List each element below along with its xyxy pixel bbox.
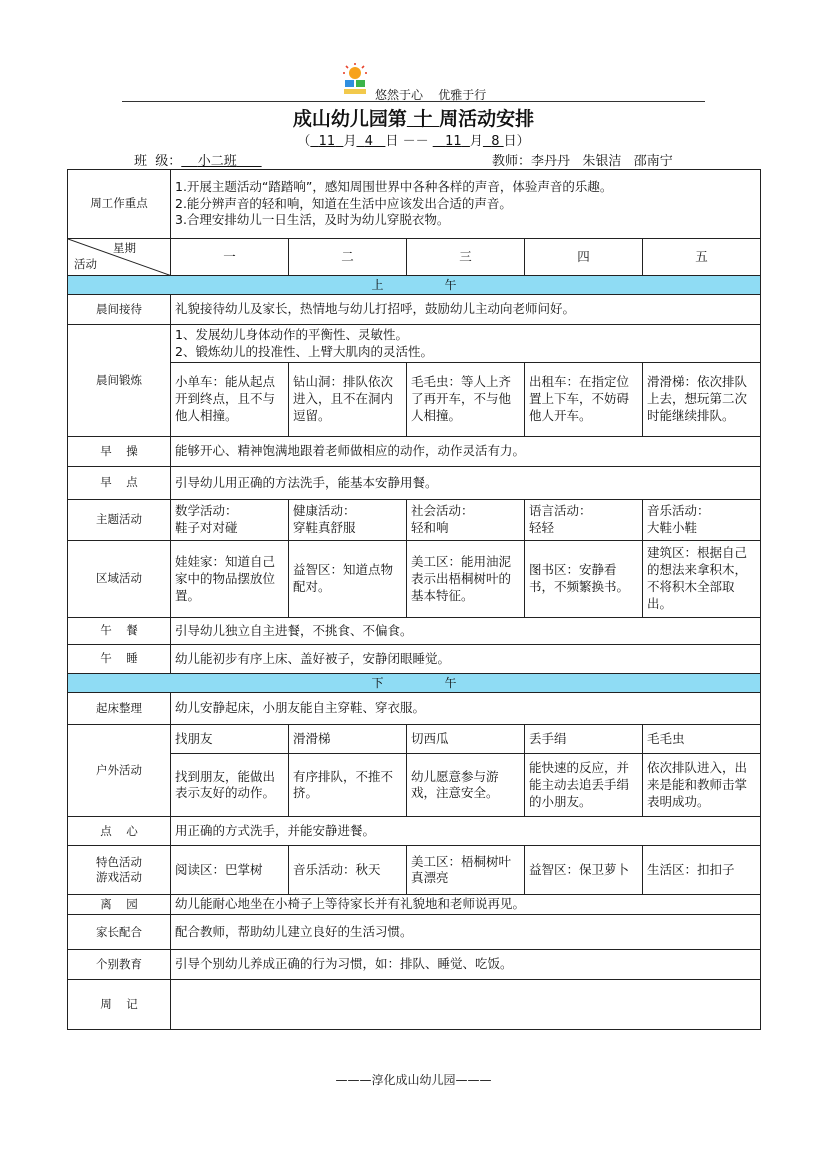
- table-row: [68, 541, 761, 618]
- special-label: 特色活动 游戏活动: [68, 846, 171, 895]
- nap-label: 午 睡: [68, 645, 171, 674]
- exercise-day: 钻山洞：排队依次进入，且不在洞内逗留。: [289, 363, 407, 437]
- weekday-header: 四: [525, 239, 643, 276]
- table-row: [68, 325, 761, 363]
- kindergarten-logo: [340, 62, 370, 96]
- exercise-goals: [171, 325, 761, 363]
- activity-axis-label: 活动: [74, 257, 97, 272]
- table-row: [68, 674, 761, 693]
- area-day: 娃娃家：知道自己家中的物品摆放位置。: [171, 541, 289, 618]
- leave-content: 幼儿能耐心地坐在小椅子上等待家长并有礼貌地和老师说再见。: [171, 895, 761, 915]
- table-row: [68, 950, 761, 980]
- special-day: 阅读区：巴掌树: [171, 846, 289, 895]
- start-month: 11: [318, 134, 336, 149]
- exercise-label: 晨间锻炼: [68, 325, 171, 437]
- special-day: 益智区：保卫萝卜: [525, 846, 643, 895]
- area-day: 美工区：能用油泥表示出梧桐树叶的基本特征。: [407, 541, 525, 618]
- weekday-header: 五: [643, 239, 761, 276]
- snack-content: 引导幼儿用正确的方法洗手，能基本安静用餐。: [171, 467, 761, 500]
- pm-snack-content: 用正确的方式洗手，并能安静进餐。: [171, 817, 761, 846]
- theme-day: 社会活动： 轻和响: [407, 500, 525, 541]
- outdoor-game: 丢手绢: [525, 725, 643, 754]
- table-row: [68, 276, 761, 295]
- theme-day: 数学活动： 鞋子对对碰: [171, 500, 289, 541]
- morning-section-header: 上 午: [68, 276, 761, 295]
- focus-item: 1.开展主题活动“踏踏响”，感知周围世界中各种各样的声音，体验声音的乐趣。: [175, 178, 613, 194]
- area-day: 益智区：知道点物配对。: [289, 541, 407, 618]
- special-day: 生活区：扣扣子: [643, 846, 761, 895]
- table-row: [68, 725, 761, 754]
- exercise-day: 滑滑梯：依次排队上去，想玩第二次时能继续排队。: [643, 363, 761, 437]
- outdoor-game: 毛毛虫: [643, 725, 761, 754]
- weekday-header: 三: [407, 239, 525, 276]
- end-day: 8: [491, 134, 500, 149]
- drill-label: 早 操: [68, 437, 171, 467]
- focus-label: 周工作重点: [68, 170, 171, 239]
- week-number: 十: [413, 108, 433, 130]
- outdoor-game: 切西瓜: [407, 725, 525, 754]
- table-row: [68, 170, 761, 239]
- end-month: 11: [445, 134, 462, 149]
- wake-label: 起床整理: [68, 693, 171, 725]
- special-day: 音乐活动：秋天: [289, 846, 407, 895]
- outdoor-day: 有序排队，不推不挤。: [289, 754, 407, 817]
- lunch-label: 午 餐: [68, 618, 171, 645]
- table-row: [68, 980, 761, 1030]
- table-row: [68, 846, 761, 895]
- class-info: 班 级： 小二班: [134, 154, 237, 169]
- exercise-day: 小单车：能从起点开到终点，且不与他人相撞。: [171, 363, 289, 437]
- weekday-axis-label: 星期: [113, 241, 136, 255]
- individual-content: 引导个别幼儿养成正确的行为习惯，如：排队、睡觉、吃饭。: [171, 950, 761, 980]
- pm-snack-label: 点 心: [68, 817, 171, 846]
- date-range: （ 11 月 4 日 －－ 11 月 8 日）: [297, 134, 530, 149]
- outdoor-day: 幼儿愿意参与游戏，注意安全。: [407, 754, 525, 817]
- outdoor-game: 找朋友: [171, 725, 289, 754]
- individual-label: 个别教育: [68, 950, 171, 980]
- table-row: [68, 693, 761, 725]
- theme-day: 语言活动： 轻轻: [525, 500, 643, 541]
- snack-label: 早 点: [68, 467, 171, 500]
- outdoor-day: 找到朋友，能做出表示友好的动作。: [171, 754, 289, 817]
- header-divider: [122, 101, 705, 102]
- leave-label: 离 园: [68, 895, 171, 915]
- weekday-header: 二: [289, 239, 407, 276]
- focus-item: 3.合理安排幼儿一日生活，及时为幼儿穿脱衣物。: [175, 212, 450, 228]
- table-row: [68, 817, 761, 846]
- table-row: [68, 363, 761, 437]
- outdoor-day: 能快速的反应，并能主动去追丢手绢的小朋友。: [525, 754, 643, 817]
- notes-label: 周 记: [68, 980, 171, 1030]
- weekday-header: 一: [171, 239, 289, 276]
- special-day: 美工区：梧桐树叶真漂亮: [407, 846, 525, 895]
- table-row: [68, 500, 761, 541]
- afternoon-section-header: 下 午: [68, 674, 761, 693]
- table-row: [68, 618, 761, 645]
- footer: ———淳化成山幼儿园———: [335, 1073, 492, 1087]
- focus-content: [171, 170, 761, 239]
- weekly-schedule-table: [67, 169, 761, 1030]
- theme-day: 健康活动： 穿鞋真舒服: [289, 500, 407, 541]
- table-row: [68, 437, 761, 467]
- lunch-content: 引导幼儿独立自主进餐，不挑食、不偏食。: [171, 618, 761, 645]
- drill-content: 能够开心、精神饱满地跟着老师做相应的动作，动作灵活有力。: [171, 437, 761, 467]
- wake-content: 幼儿安静起床，小朋友能自主穿鞋、穿衣服。: [171, 693, 761, 725]
- area-day: 图书区：安静看书，不频繁换书。: [525, 541, 643, 618]
- table-row: [68, 754, 761, 817]
- class-name: 小二班: [197, 154, 237, 169]
- teacher-info: 教师：李丹丹 朱银洁 邵南宁: [492, 154, 673, 169]
- slogan: 悠然于心 优雅于行: [375, 88, 487, 102]
- outdoor-label: 户外活动: [68, 725, 171, 817]
- exercise-goal: 1、发展幼儿身体动作的平衡性、灵敏性。: [175, 326, 408, 342]
- notes-content: [171, 980, 761, 1030]
- start-day: 4: [364, 134, 374, 149]
- table-row: [68, 915, 761, 950]
- area-label: 区域活动: [68, 541, 171, 618]
- parent-label: 家长配合: [68, 915, 171, 950]
- parent-content: 配合教师，帮助幼儿建立良好的生活习惯。: [171, 915, 761, 950]
- reception-content: 礼貌接待幼儿及家长，热情地与幼儿打招呼，鼓励幼儿主动向老师问好。: [171, 295, 761, 325]
- outdoor-game: 滑滑梯: [289, 725, 407, 754]
- page-title: 成山幼儿园第 十 周活动安排: [292, 108, 535, 130]
- reception-label: 晨间接待: [68, 295, 171, 325]
- exercise-day: 出租车：在指定位置上下车，不妨碍他人开车。: [525, 363, 643, 437]
- diagonal-header-cell: [68, 239, 171, 276]
- table-row: [68, 239, 761, 276]
- table-row: [68, 295, 761, 325]
- theme-day: 音乐活动： 大鞋小鞋: [643, 500, 761, 541]
- area-day: 建筑区：根据自己的想法来拿积木，不将积木全部取出。: [643, 541, 761, 618]
- table-row: [68, 895, 761, 915]
- nap-content: 幼儿能初步有序上床、盖好被子，安静闭眼睡觉。: [171, 645, 761, 674]
- table-row: [68, 645, 761, 674]
- teacher-names: 李丹丹 朱银洁 邵南宁: [531, 154, 673, 169]
- exercise-goal: 2、锻炼幼儿的投准性、上臂大肌肉的灵活性。: [175, 343, 433, 359]
- outdoor-day: 依次排队进入，出来是能和教师击掌表明成功。: [643, 754, 761, 817]
- focus-item: 2.能分辨声音的轻和响，知道在生活中应该发出合适的声音。: [175, 195, 512, 211]
- theme-label: 主题活动: [68, 500, 171, 541]
- exercise-day: 毛毛虫：等人上齐了再开车，不与他人相撞。: [407, 363, 525, 437]
- table-row: [68, 467, 761, 500]
